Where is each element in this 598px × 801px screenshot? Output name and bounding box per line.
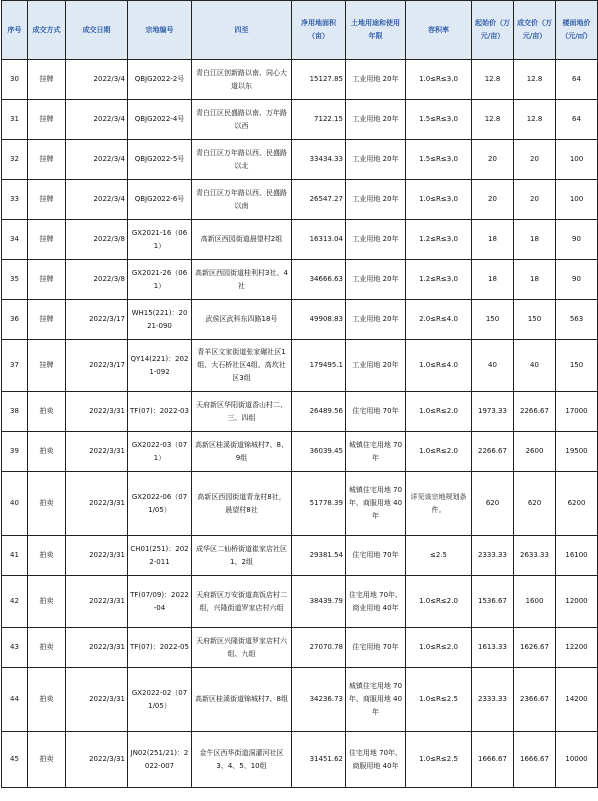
row-deal-price: 1600 (514, 576, 556, 628)
row-date: 2022/3/4 (66, 140, 128, 180)
row-usage: 工业用地 20年 (346, 180, 406, 220)
row-index: 42 (2, 576, 28, 628)
row-deal-price: 150 (514, 300, 556, 340)
row-far: 1.0≤R≤3.0 (406, 180, 472, 220)
row-deal-price: 40 (514, 340, 556, 392)
row-parcel: QBJG2022-2号 (128, 60, 192, 100)
row-area: 27070.78 (292, 628, 346, 668)
row-area: 29381.54 (292, 536, 346, 576)
row-date: 2022/3/31 (66, 392, 128, 432)
row-usage: 城镇住宅用地 70年 (346, 432, 406, 472)
row-start-price: 2333.33 (472, 536, 514, 576)
row-start-price: 1973.33 (472, 392, 514, 432)
row-index: 44 (2, 668, 28, 732)
row-floor-price: 6200 (556, 472, 598, 536)
row-parcel: GX2021-26（061） (128, 260, 192, 300)
row-floor-price: 563 (556, 300, 598, 340)
row-start-price: 1666.67 (472, 732, 514, 788)
row-usage: 工业用地 20年 (346, 100, 406, 140)
row-floor-price: 100 (556, 140, 598, 180)
row-usage: 住宅用地 70年 (346, 628, 406, 668)
row-area: 38439.79 (292, 576, 346, 628)
row-bounds: 武侯区武科东四路18号 (192, 300, 292, 340)
row-floor-price: 64 (556, 100, 598, 140)
row-index: 35 (2, 260, 28, 300)
row-index: 33 (2, 180, 28, 220)
row-bounds: 青白江区创新路以南、同心大道以东 (192, 60, 292, 100)
row-area: 36039.45 (292, 432, 346, 472)
table-row (2, 732, 598, 788)
row-parcel: GX2022-02（071/05） (128, 668, 192, 732)
row-area: 31451.62 (292, 732, 346, 788)
row-index: 43 (2, 628, 28, 668)
row-deal-price: 2633.33 (514, 536, 556, 576)
row-method: 挂牌 (28, 100, 66, 140)
row-area: 15127.85 (292, 60, 346, 100)
row-bounds: 天府新区兴隆街道罗家店村六组、九组 (192, 628, 292, 668)
row-parcel: CH01(251)：2022-011 (128, 536, 192, 576)
table-row (2, 340, 598, 392)
row-floor-price: 16100 (556, 536, 598, 576)
row-far: 1.0≤R≤2.0 (406, 628, 472, 668)
row-usage: 工业用地 20年 (346, 340, 406, 392)
row-method: 拍卖 (28, 628, 66, 668)
row-date: 2022/3/4 (66, 180, 128, 220)
row-parcel: QBJG2022-5号 (128, 140, 192, 180)
row-far: 1.0≤R≤2.0 (406, 576, 472, 628)
row-start-price: 150 (472, 300, 514, 340)
row-floor-price: 12000 (556, 576, 598, 628)
row-start-price: 18 (472, 260, 514, 300)
row-start-price: 620 (472, 472, 514, 536)
row-floor-price: 90 (556, 260, 598, 300)
row-parcel: QBJG2022-6号 (128, 180, 192, 220)
header-parcel: 宗地编号 (128, 1, 192, 60)
row-far: 1.0≤R≤2.0 (406, 392, 472, 432)
row-far: 1.0≤R≤3.0 (406, 60, 472, 100)
row-floor-price: 12200 (556, 628, 598, 668)
row-method: 挂牌 (28, 220, 66, 260)
row-method: 拍卖 (28, 432, 66, 472)
row-index: 45 (2, 732, 28, 788)
row-parcel: TF(07)：2022-03 (128, 392, 192, 432)
row-start-price: 2333.33 (472, 668, 514, 732)
row-floor-price: 90 (556, 220, 598, 260)
row-bounds: 青白江区万年路以西、民盛路以北 (192, 140, 292, 180)
row-floor-price: 14200 (556, 668, 598, 732)
row-bounds: 青白江区民盛路以南、万年路以西 (192, 100, 292, 140)
row-start-price: 18 (472, 220, 514, 260)
row-usage: 住宅用地 70年 (346, 392, 406, 432)
row-index: 38 (2, 392, 28, 432)
row-bounds: 天府新区华阳街道香山村二、三、四组 (192, 392, 292, 432)
row-method: 拍卖 (28, 576, 66, 628)
row-method: 挂牌 (28, 260, 66, 300)
row-method: 挂牌 (28, 140, 66, 180)
table-row (2, 472, 598, 536)
table-row (2, 180, 598, 220)
row-method: 拍卖 (28, 536, 66, 576)
row-method: 拍卖 (28, 668, 66, 732)
header-far: 容积率 (406, 1, 472, 60)
row-date: 2022/3/4 (66, 100, 128, 140)
row-area: 26489.56 (292, 392, 346, 432)
row-parcel: QY14(221)：2021-092 (128, 340, 192, 392)
table-row (2, 220, 598, 260)
row-start-price: 1536.67 (472, 576, 514, 628)
header-date: 成交日期 (66, 1, 128, 60)
row-start-price: 12.8 (472, 60, 514, 100)
row-far: 1.5≤R≤3.0 (406, 100, 472, 140)
header-start-price: 起始价（万元/亩） (472, 1, 514, 60)
row-far: 1.0≤R≤2.5 (406, 668, 472, 732)
row-floor-price: 17000 (556, 392, 598, 432)
table-row (2, 60, 598, 100)
row-floor-price: 64 (556, 60, 598, 100)
row-parcel: GX2022-06（071/05） (128, 472, 192, 536)
row-deal-price: 2600 (514, 432, 556, 472)
row-index: 40 (2, 472, 28, 536)
row-bounds: 高新区西园街道桂利村3社、4社 (192, 260, 292, 300)
row-area: 34236.73 (292, 668, 346, 732)
row-far: 详见该宗地规划条件。 (406, 472, 472, 536)
row-date: 2022/3/31 (66, 576, 128, 628)
row-parcel: JN02(251/21)：2022-007 (128, 732, 192, 788)
row-deal-price: 12.8 (514, 100, 556, 140)
row-area: 34666.63 (292, 260, 346, 300)
row-far: 1.0≤R≤2.5 (406, 732, 472, 788)
row-usage: 城镇住宅用地 70年、商服用地 40年 (346, 668, 406, 732)
row-area: 7122.15 (292, 100, 346, 140)
row-start-price: 1613.33 (472, 628, 514, 668)
row-date: 2022/3/31 (66, 668, 128, 732)
table-row (2, 392, 598, 432)
row-index: 41 (2, 536, 28, 576)
row-usage: 住宅用地 70年、商服用地 40年 (346, 732, 406, 788)
row-date: 2022/3/4 (66, 60, 128, 100)
row-bounds: 天府新区万安街道高饭店村二组，兴隆街道罗家店村六组 (192, 576, 292, 628)
row-method: 挂牌 (28, 340, 66, 392)
header-usage: 土地用途和使用年限 (346, 1, 406, 60)
row-bounds: 青白江区万年路以西、民盛路以南 (192, 180, 292, 220)
header-index: 序号 (2, 1, 28, 60)
row-area: 51778.39 (292, 472, 346, 536)
header-floor-price: 楼面地价（元/㎡） (556, 1, 598, 60)
row-usage: 工业用地 20年 (346, 300, 406, 340)
row-area: 179495.1 (292, 340, 346, 392)
table-row (2, 628, 598, 668)
row-parcel: TF(07/09)：2022-04 (128, 576, 192, 628)
row-far: 1.2≤R≤3.0 (406, 220, 472, 260)
row-deal-price: 1626.67 (514, 628, 556, 668)
row-usage: 住宅用地 70年 (346, 536, 406, 576)
table-row (2, 300, 598, 340)
row-date: 2022/3/31 (66, 732, 128, 788)
table-row (2, 100, 598, 140)
row-start-price: 20 (472, 140, 514, 180)
row-bounds: 高新区桂溪街道锦城村7、8、9组 (192, 432, 292, 472)
header-row (2, 1, 598, 60)
row-deal-price: 18 (514, 260, 556, 300)
row-method: 挂牌 (28, 60, 66, 100)
row-date: 2022/3/8 (66, 220, 128, 260)
table-row (2, 260, 598, 300)
header-bounds: 四至 (192, 1, 292, 60)
row-far: ≤2.5 (406, 536, 472, 576)
row-parcel: TF(07)：2022-05 (128, 628, 192, 668)
row-method: 挂牌 (28, 180, 66, 220)
row-area: 49908.83 (292, 300, 346, 340)
table-body (2, 60, 598, 788)
row-far: 2.0≤R≤4.0 (406, 300, 472, 340)
row-date: 2022/3/31 (66, 628, 128, 668)
row-bounds: 高新区桂溪街道锦城村7、8组 (192, 668, 292, 732)
row-bounds: 高新区西园街道青龙村8社，晨望村8社 (192, 472, 292, 536)
row-start-price: 20 (472, 180, 514, 220)
header-area: 净用地面积（亩） (292, 1, 346, 60)
row-method: 拍卖 (28, 392, 66, 432)
row-bounds: 金牛区西华街道洞灌河社区3、4、5、10组 (192, 732, 292, 788)
row-index: 36 (2, 300, 28, 340)
header-deal-price: 成交价（万元/亩） (514, 1, 556, 60)
row-usage: 住宅用地 70年、商业用地 40年 (346, 576, 406, 628)
row-parcel: QBJG2022-4号 (128, 100, 192, 140)
row-floor-price: 10000 (556, 732, 598, 788)
row-floor-price: 19500 (556, 432, 598, 472)
row-index: 32 (2, 140, 28, 180)
row-deal-price: 2366.67 (514, 668, 556, 732)
row-index: 31 (2, 100, 28, 140)
row-far: 1.5≤R≤3.0 (406, 140, 472, 180)
row-date: 2022/3/17 (66, 300, 128, 340)
row-deal-price: 20 (514, 180, 556, 220)
row-date: 2022/3/17 (66, 340, 128, 392)
row-deal-price: 2266.67 (514, 392, 556, 432)
row-bounds: 青羊区文家街道张家碾社区1组、大石桥社区4组、高坎社区3组 (192, 340, 292, 392)
row-usage: 工业用地 20年 (346, 60, 406, 100)
row-start-price: 2266.67 (472, 432, 514, 472)
table-row (2, 536, 598, 576)
row-usage: 工业用地 20年 (346, 140, 406, 180)
row-deal-price: 18 (514, 220, 556, 260)
row-parcel: GX2021-16（061） (128, 220, 192, 260)
row-deal-price: 20 (514, 140, 556, 180)
row-floor-price: 100 (556, 180, 598, 220)
row-parcel: GX2022-03（071） (128, 432, 192, 472)
row-bounds: 高新区西园街道晨望村2组 (192, 220, 292, 260)
row-date: 2022/3/31 (66, 536, 128, 576)
row-deal-price: 620 (514, 472, 556, 536)
row-index: 30 (2, 60, 28, 100)
row-far: 1.2≤R≤3.0 (406, 260, 472, 300)
row-start-price: 40 (472, 340, 514, 392)
row-method: 拍卖 (28, 732, 66, 788)
row-deal-price: 12.8 (514, 60, 556, 100)
header-method: 成交方式 (28, 1, 66, 60)
row-parcel: WH15(221)：2021-090 (128, 300, 192, 340)
row-date: 2022/3/8 (66, 260, 128, 300)
row-area: 26547.27 (292, 180, 346, 220)
row-deal-price: 1666.67 (514, 732, 556, 788)
row-area: 16313.04 (292, 220, 346, 260)
table-row (2, 576, 598, 628)
table-row (2, 432, 598, 472)
row-usage: 工业用地 20年 (346, 220, 406, 260)
land-transaction-table (1, 0, 598, 788)
row-method: 拍卖 (28, 472, 66, 536)
table-row (2, 140, 598, 180)
row-date: 2022/3/31 (66, 432, 128, 472)
row-index: 37 (2, 340, 28, 392)
row-far: 1.0≤R≤4.0 (406, 340, 472, 392)
row-floor-price: 150 (556, 340, 598, 392)
row-start-price: 12.8 (472, 100, 514, 140)
row-date: 2022/3/31 (66, 472, 128, 536)
row-bounds: 成华区二仙桥街道崔家店社区1、2组 (192, 536, 292, 576)
row-area: 33434.33 (292, 140, 346, 180)
table-row (2, 668, 598, 732)
row-usage: 工业用地 20年 (346, 260, 406, 300)
row-method: 挂牌 (28, 300, 66, 340)
row-index: 34 (2, 220, 28, 260)
row-index: 39 (2, 432, 28, 472)
row-far: 1.0≤R≤2.0 (406, 432, 472, 472)
row-usage: 城镇住宅用地 70年、商服用地 40年 (346, 472, 406, 536)
